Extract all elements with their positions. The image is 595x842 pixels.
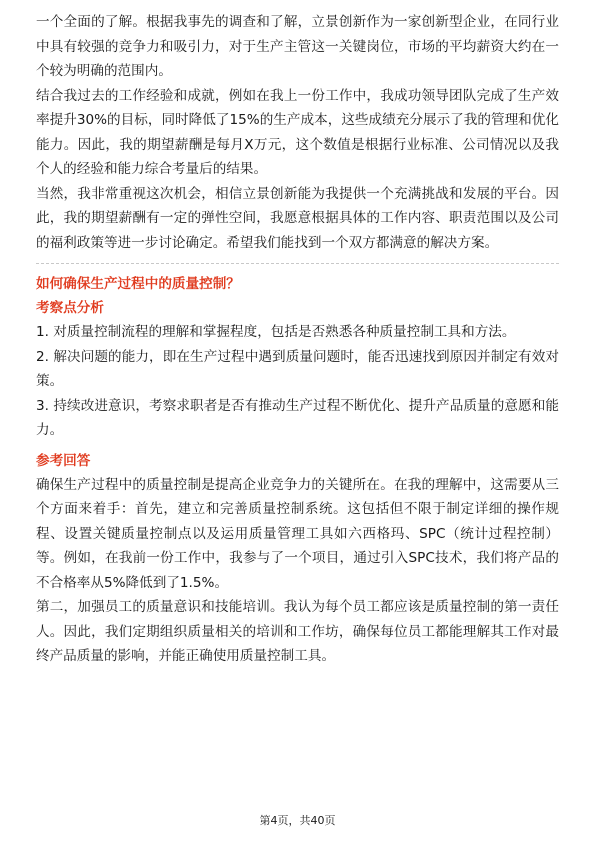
section-divider xyxy=(36,263,559,264)
analysis-item-3: 3. 持续改进意识，考察求职者是否有推动生产过程不断优化、提升产品质量的意愿和能力。 xyxy=(36,397,559,438)
analysis-item-1: 1. 对质量控制流程的理解和掌握程度，包括是否熟悉各种质量控制工具和方法。 xyxy=(36,324,516,340)
analysis-item-2: 2. 解决问题的能力，即在生产过程中遇到质量问题时，能否迅速找到原因并制定有效对策。 xyxy=(36,348,559,389)
answer-heading: 参考回答 xyxy=(36,452,91,469)
answer-paragraph-2: 第二，加强员工的质量意识和技能培训。我认为每个员工都应该是质量控制的第一责任人。因此，我们定期组织质量相关的培训和工作坊，确保每位员工都能理解其工作对最终产品质量的影响，并能正确使用质量控制工具。 xyxy=(36,599,559,664)
analysis-heading: 考察点分析 xyxy=(36,300,104,316)
intro-paragraph-1: 一个全面的了解。根据我事先的调查和了解，立景创新作为一家创新型企业，在同行业中具有较强的竞争力和吸引力，对于生产主管这一关键岗位，市场的平均薪资大约在一个较为明确的范围内。 xyxy=(36,14,559,79)
page-footer: 第4页，共40页 xyxy=(259,814,336,827)
document-page xyxy=(36,10,559,669)
intro-paragraph-3: 当然，我非常重视这次机会，相信立景创新能为我提供一个充满挑战和发展的平台。因此，我的期望薪酬有一定的弹性空间，我愿意根据具体的工作内容、职责范围以及公司的福利政策等进一步讨论确定。希望我们能找到一个双方都满意的解决方案。 xyxy=(36,185,559,251)
question-title: 如何确保生产过程中的质量控制？ xyxy=(36,276,240,292)
answer-paragraph-1: 确保生产过程中的质量控制是提高企业竞争力的关键所在。在我的理解中，这需要从三个方面来着手：首先，建立和完善质量控制系统。这包括但不限于制定详细的操作规程、设置关键质量控制点以及运用质量管理工具如六西格玛、SPC（统计过程控制）等。例如，在我前一份工作中，我参与了一个项目，通过引入SPC技术，我们将产品的不合格率从5%降低到了1.5%。 xyxy=(36,476,559,591)
intro-paragraph-2: 结合我过去的工作经验和成就，例如在我上一份工作中，我成功领导团队完成了生产效率提升30%的目标，同时降低了15%的生产成本，这些成绩充分展示了我的管理和优化能力。因此，我的期望薪酬是每月X万元，这个数值是根据行业标准、公司情况以及我个人的经验和能力综合考量后的结果。 xyxy=(36,87,559,177)
